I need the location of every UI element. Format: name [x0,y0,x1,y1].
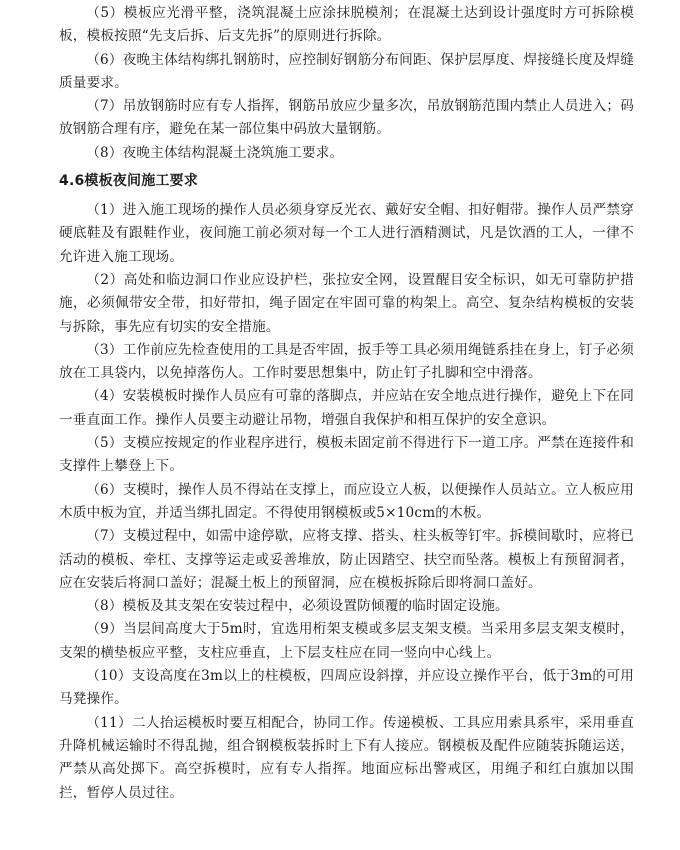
paragraph-item-6: （6）夜晚主体结构绑扎钢筋时，应控制好钢筋分布间距、保护层厚度、焊接缝长度及焊缝质量要求。 [59,51,634,91]
section-item-1: （1）进入施工现场的操作人员必须身穿反光衣、戴好安全帽、扣好帽带。操作人员严禁穿硬底鞋及有跟鞋作业，夜间施工前必须对每一个工人进行酒精测试，凡是饮酒的工人，一律不允许进入施工现场。 [59,202,634,265]
section-item-9: （9）当层间高度大于5m时，宜选用桁架支模或多层支架支模。当采用多层支架支模时，支架的横垫板应平整，支柱应垂直，上下层支柱应在同一竖向中心线上。 [59,621,634,661]
section-item-7: （7）支模过程中，如需中途停歇，应将支撑、搭头、柱头板等钉牢。拆模间歇时，应将已活动的模板、牵杠、支撑等运走或妥善堆放，防止因踏空、扶空而坠落。模板上有预留洞者，应在安装后将洞口盖好；混凝土板上的预留洞，应在模板拆除后即将洞口盖好。 [59,528,634,591]
section-item-8: （8）模板及其支架在安装过程中，必须设置防倾覆的临时固定设施。 [86,598,509,615]
paragraph-item-7: （7）吊放钢筋时应有专人指挥，钢筋吊放应少量多次，吊放钢筋范围内禁止人员进入；码放钢筋合理有序，避免在某一部位集中码放大量钢筋。 [59,98,634,138]
section-item-4: （4）安装模板时操作人员应有可靠的落脚点，并应站在安全地点进行操作，避免上下在同一垂直面工作。操作人员要主动避让吊物，增强自我保护和相互保护的安全意识。 [59,388,634,428]
section-item-2: （2）高处和临边洞口作业应设护栏，张拉安全网，设置醒目安全标识，如无可靠防护措施，必须佩带安全带，扣好带扣，绳子固定在牢固可靠的构架上。高空、复杂结构模板的安装与拆除，事先应有切实的安全措施。 [59,271,634,335]
section-item-3: （3）工作前应先检查使用的工具是否牢固，扳手等工具必须用绳链系挂在身上，钉子必须放在工具袋内，以免掉落伤人。工作时要思想集中，防止钉子扎脚和空中滑落。 [59,341,634,382]
section-item-6: （6）支模时，操作人员不得站在支撑上，而应设立人板，以便操作人员站立。立人板应用木质中板为宜，并适当绑扎固定。不得使用钢模板或5×10cm的木板。 [59,481,634,521]
section-item-5: （5）支模应按规定的作业程序进行，模板未固定前不得进行下一道工序。严禁在连接件和支撑件上攀登上下。 [59,435,634,475]
paragraph-item-8: （8）夜晚主体结构混凝土浇筑施工要求。 [86,144,344,161]
section-heading: 4.6模板夜间施工要求 [59,173,199,190]
section-item-11: （11）二人抬运模板时要互相配合，协同工作。传递模板、工具应用索具系牢，采用垂直升降机械运输时不得乱抛，组合钢模板装拆时上下有人接应。钢模板及配件应随装拆随运送，严禁从高处掷下。高空拆模时，应有专人指挥。地面应标出警戒区，用绳子和红白旗加以围拦，暂停人员过往。 [59,714,634,801]
paragraph-item-5: （5）模板应光滑平整，浇筑混凝土应涂抹脱模剂；在混凝土达到设计强度时方可拆除模板，模板按照“先支后拆、后支先拆”的原则进行拆除。 [59,5,634,45]
section-item-10: （10）支设高度在3m以上的柱模板，四周应设斜撑，并应设立操作平台，低于3m的可用马凳操作。 [59,668,634,708]
